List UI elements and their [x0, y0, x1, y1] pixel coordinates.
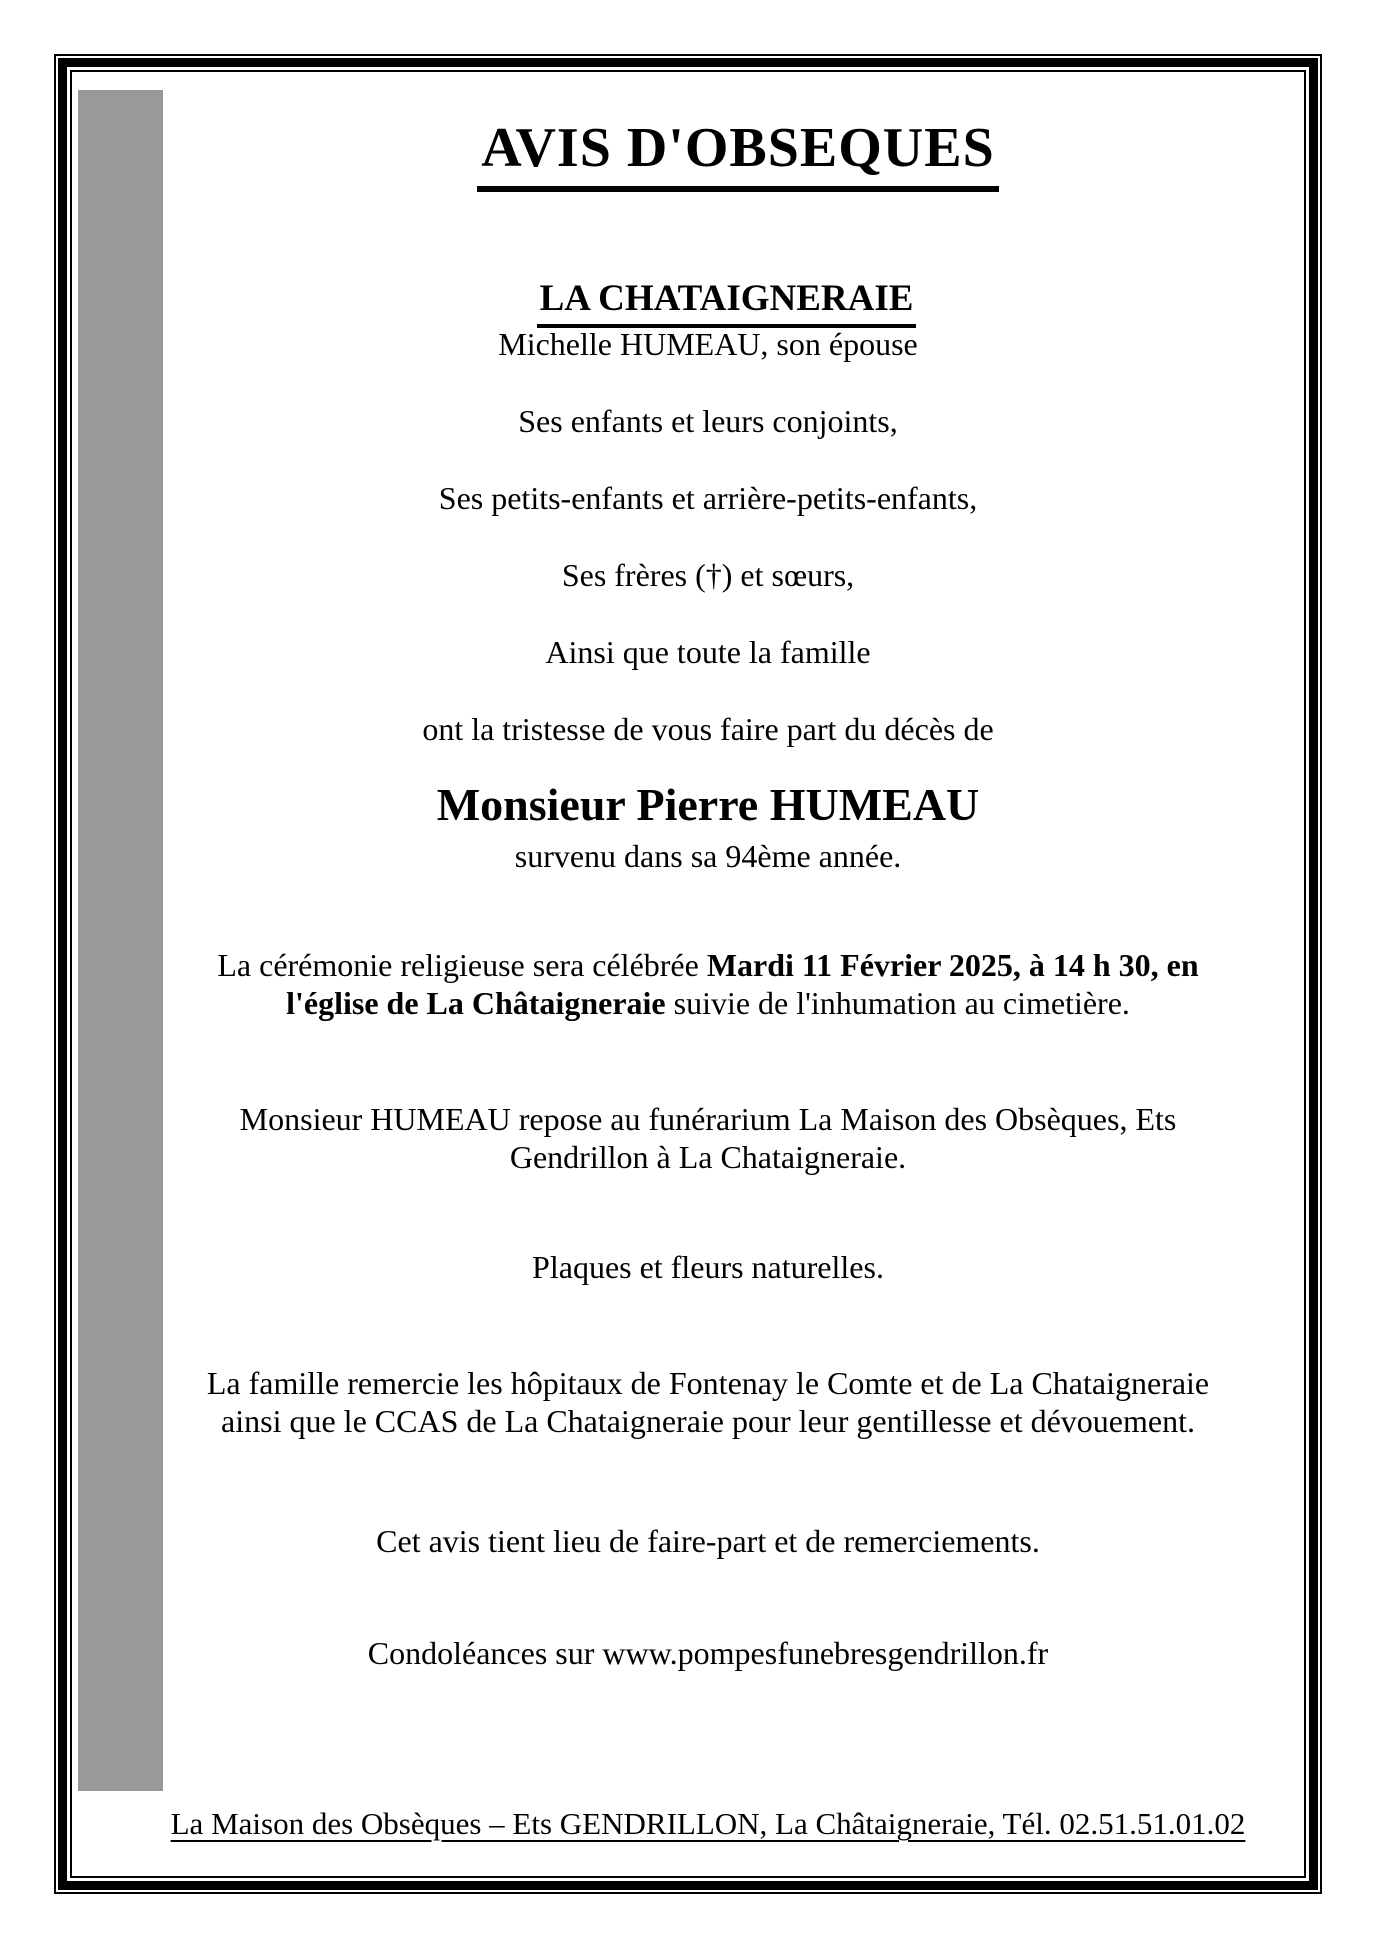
- commune-title-text: LA CHATAIGNERAIE: [537, 277, 917, 328]
- family-line: Ses petits-enfants et arrière-petits-enfants,: [438, 480, 978, 516]
- deceased-name: Monsieur Pierre HUMEAU: [436, 779, 980, 830]
- footer-line: La Maison des Obsèques – Ets GENDRILLON, La Châtaigneraie, Tél. 02.51.51.01.02: [170, 1806, 1246, 1841]
- repose-paragraph: [108, 1100, 1308, 1176]
- family-line: Michelle HUMEAU, son épouse: [498, 326, 918, 362]
- family-line: Ses enfants et leurs conjoints,: [518, 403, 898, 439]
- condolences-line: Condoléances sur www.pompesfunebresgendrillon.fr: [367, 1635, 1049, 1671]
- ceremony-paragraph: [108, 946, 1308, 1022]
- ceremony-date-bold: Mardi 11 Février 2025, à 14 h 30, en: [706, 947, 1199, 983]
- page-title-text: AVIS D'OBSEQUES: [477, 116, 999, 192]
- family-line: Ainsi que toute la famille: [545, 634, 871, 670]
- family-line: ont la tristesse de vous faire part du décès de: [422, 711, 994, 747]
- repose-line-1: Monsieur HUMEAU repose au funérarium La Maison des Obsèques, Ets: [239, 1101, 1177, 1137]
- ceremony-text-regular: La cérémonie religieuse sera célébrée: [217, 947, 707, 983]
- thanks-line-1: La famille remercie les hôpitaux de Fontenay le Comte et de La Chataigneraie: [206, 1365, 1210, 1401]
- thanks-line-2: ainsi que le CCAS de La Chataigneraie pour leur gentillesse et dévouement.: [221, 1403, 1195, 1439]
- ceremony-church-bold: l'église de La Châtaigneraie: [286, 985, 666, 1021]
- repose-line-2: Gendrillon à La Chataigneraie.: [509, 1139, 907, 1175]
- thanks-paragraph: [108, 1364, 1308, 1440]
- flowers-line: Plaques et fleurs naturelles.: [532, 1249, 884, 1285]
- deceased-age-line: survenu dans sa 94ème année.: [514, 838, 902, 874]
- ceremony-text-regular-end: suivie de l'inhumation au cimetière.: [665, 985, 1130, 1021]
- family-line: Ses frères (†) et sœurs,: [561, 557, 855, 593]
- page-title: [108, 52, 1308, 256]
- notice-line: Cet avis tient lieu de faire-part et de remerciements.: [376, 1523, 1040, 1559]
